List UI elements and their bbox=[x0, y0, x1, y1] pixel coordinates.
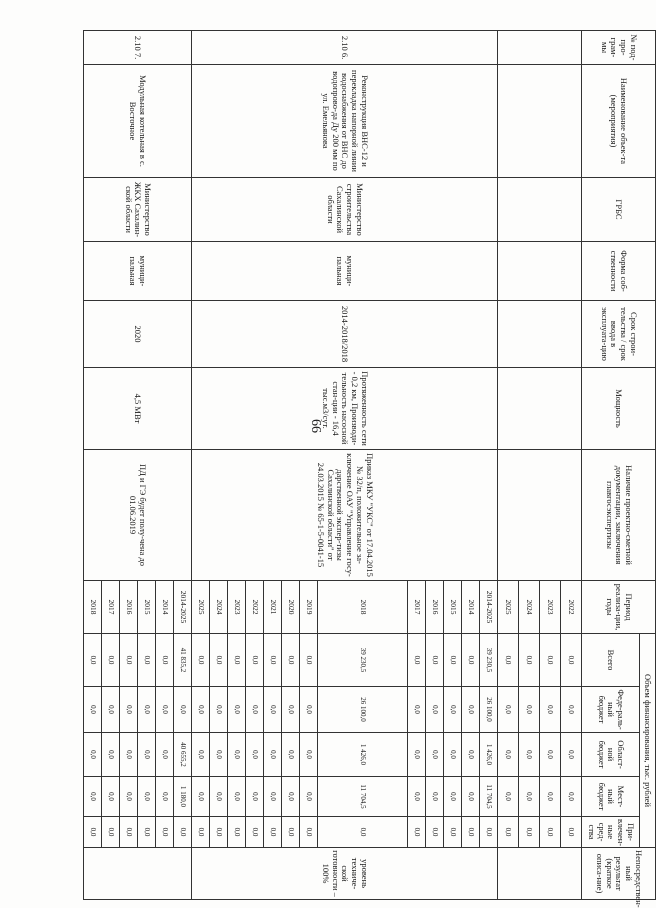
cell-year: 2018 bbox=[84, 581, 102, 634]
cell-year: 2014-2025 bbox=[480, 581, 498, 634]
cell-extra: 0,0 bbox=[408, 817, 426, 848]
cell-total: 41 835,2 bbox=[174, 634, 192, 687]
cell-local: 11 704,5 bbox=[480, 777, 498, 817]
cell-year: 2018 bbox=[318, 581, 408, 634]
cell-regional: 0,0 bbox=[300, 733, 318, 777]
cell-federal: 0,0 bbox=[156, 687, 174, 733]
cell-regional: 0,0 bbox=[120, 733, 138, 777]
cell-year: 2022 bbox=[561, 581, 582, 634]
cell-regional: 40 655,2 bbox=[174, 733, 192, 777]
cell-local: 0,0 bbox=[408, 777, 426, 817]
cell-empty bbox=[498, 848, 582, 900]
cell-year: 2015 bbox=[444, 581, 462, 634]
cell-total: 0,0 bbox=[228, 634, 246, 687]
cell-total: 0,0 bbox=[138, 634, 156, 687]
cell-local: 0,0 bbox=[210, 777, 228, 817]
cell-empty bbox=[498, 368, 582, 450]
cell-local: 0,0 bbox=[282, 777, 300, 817]
cell-program-no: 2.10 7. bbox=[84, 31, 192, 65]
cell-year: 2022 bbox=[246, 581, 264, 634]
cell-extra: 0,0 bbox=[102, 817, 120, 848]
header-capacity: Мощность bbox=[582, 368, 656, 450]
cell-year: 2024 bbox=[519, 581, 540, 634]
cell-extra: 0,0 bbox=[444, 817, 462, 848]
cell-local: 0,0 bbox=[84, 777, 102, 817]
cell-year: 2024 bbox=[210, 581, 228, 634]
cell-extra: 0,0 bbox=[480, 817, 498, 848]
cell-year: 2019 bbox=[300, 581, 318, 634]
cell-total: 0,0 bbox=[300, 634, 318, 687]
cell-year: 2025 bbox=[498, 581, 519, 634]
cell-empty bbox=[498, 301, 582, 368]
cell-federal: 0,0 bbox=[138, 687, 156, 733]
cell-local: 0,0 bbox=[264, 777, 282, 817]
cell-object-name: Модульная котельная в с. Восточное bbox=[84, 65, 192, 178]
cell-year: 2017 bbox=[102, 581, 120, 634]
cell-extra: 0,0 bbox=[138, 817, 156, 848]
header-ownership: Форма соб-ственности bbox=[582, 242, 656, 301]
cell-regional: 0,0 bbox=[540, 733, 561, 777]
cell-extra: 0,0 bbox=[246, 817, 264, 848]
cell-local: 0,0 bbox=[138, 777, 156, 817]
header-funding-group: Объем финансирования, тыс. рублей bbox=[640, 634, 656, 848]
cell-year: 2015 bbox=[138, 581, 156, 634]
cell-local: 0,0 bbox=[519, 777, 540, 817]
header-no: № под-про-грам-мы bbox=[582, 31, 656, 65]
cell-federal: 0,0 bbox=[264, 687, 282, 733]
cell-result: уровень техниче-ской готовности – 100% bbox=[192, 848, 498, 900]
cell-federal: 26 100,0 bbox=[480, 687, 498, 733]
cell-total: 39 230,5 bbox=[318, 634, 408, 687]
cell-extra: 0,0 bbox=[264, 817, 282, 848]
cell-year: 2021 bbox=[264, 581, 282, 634]
cell-total: 0,0 bbox=[282, 634, 300, 687]
cell-program-no: 2.10 6. bbox=[192, 31, 498, 65]
cell-local: 0,0 bbox=[246, 777, 264, 817]
cell-federal: 0,0 bbox=[210, 687, 228, 733]
cell-federal: 0,0 bbox=[228, 687, 246, 733]
cell-regional: 0,0 bbox=[264, 733, 282, 777]
cell-federal: 0,0 bbox=[300, 687, 318, 733]
cell-empty bbox=[498, 65, 582, 178]
cell-federal: 0,0 bbox=[102, 687, 120, 733]
cell-year: 2023 bbox=[228, 581, 246, 634]
cell-federal: 0,0 bbox=[519, 687, 540, 733]
cell-empty bbox=[498, 242, 582, 301]
cell-year: 2014 bbox=[462, 581, 480, 634]
cell-total: 0,0 bbox=[426, 634, 444, 687]
cell-extra: 0,0 bbox=[210, 817, 228, 848]
cell-empty bbox=[498, 178, 582, 242]
cell-year: 2020 bbox=[282, 581, 300, 634]
cell-extra: 0,0 bbox=[156, 817, 174, 848]
cell-documentation: Приказ МКУ "УКС" от 17.04.2015 № 32/п, положительное за-ключение ОАУ "Управление госу-дарственной экспер-тизы Сахалинской области" от 24.03.2015 № 65-1-5-0041-15 bbox=[192, 450, 498, 581]
cell-local: 1 180,0 bbox=[174, 777, 192, 817]
cell-documentation: ПД и ГЭ будет полу-чена до 01.06.2019 bbox=[84, 450, 192, 581]
header-regional: Област-ной бюджет bbox=[582, 733, 640, 777]
cell-year: 2025 bbox=[192, 581, 210, 634]
cell-regional: 0,0 bbox=[426, 733, 444, 777]
funding-table bbox=[83, 30, 656, 908]
cell-object-name: Реконструкция ВНС-12 и перекладка напорной линии водоснабжения от ВНС до водопрово-да Ду 200 мм по ул. Емельянова bbox=[192, 65, 498, 178]
cell-extra: 0,0 bbox=[561, 817, 582, 848]
cell-ownership: муници-пальная bbox=[84, 242, 192, 301]
cell-local: 0,0 bbox=[228, 777, 246, 817]
cell-regional: 1 426,0 bbox=[480, 733, 498, 777]
cell-regional: 1 426,0 bbox=[318, 733, 408, 777]
table-row bbox=[561, 31, 582, 900]
cell-federal: 26 100,0 bbox=[318, 687, 408, 733]
cell-regional: 0,0 bbox=[561, 733, 582, 777]
cell-federal: 0,0 bbox=[426, 687, 444, 733]
cell-total: 0,0 bbox=[561, 634, 582, 687]
cell-federal: 0,0 bbox=[120, 687, 138, 733]
cell-total: 0,0 bbox=[120, 634, 138, 687]
cell-regional: 0,0 bbox=[210, 733, 228, 777]
cell-total: 0,0 bbox=[498, 634, 519, 687]
cell-local: 11 704,5 bbox=[318, 777, 408, 817]
cell-federal: 0,0 bbox=[174, 687, 192, 733]
cell-grbs: Министерство строительства Сахалинской области bbox=[192, 178, 498, 242]
cell-federal: 0,0 bbox=[540, 687, 561, 733]
cell-total: 0,0 bbox=[246, 634, 264, 687]
cell-regional: 0,0 bbox=[246, 733, 264, 777]
cell-total: 0,0 bbox=[84, 634, 102, 687]
cell-regional: 0,0 bbox=[228, 733, 246, 777]
cell-extra: 0,0 bbox=[174, 817, 192, 848]
cell-federal: 0,0 bbox=[444, 687, 462, 733]
rotated-table-container bbox=[88, 30, 656, 908]
cell-extra: 0,0 bbox=[192, 817, 210, 848]
cell-federal: 0,0 bbox=[246, 687, 264, 733]
cell-extra: 0,0 bbox=[300, 817, 318, 848]
cell-extra: 0,0 bbox=[318, 817, 408, 848]
header-result: Непосредствен-ный результат (краткое описа-ние) bbox=[582, 848, 656, 900]
cell-extra: 0,0 bbox=[462, 817, 480, 848]
cell-total: 0,0 bbox=[444, 634, 462, 687]
cell-regional: 0,0 bbox=[408, 733, 426, 777]
header-name: Наименование объек-та (мероприятия) bbox=[582, 65, 656, 178]
cell-term: 2014-2018/2018 bbox=[192, 301, 498, 368]
cell-regional: 0,0 bbox=[156, 733, 174, 777]
cell-total: 39 230,5 bbox=[480, 634, 498, 687]
table-row bbox=[480, 31, 498, 900]
header-documentation: Наличие проектно-сметной документации, заключения главгосэкспертизы bbox=[582, 450, 656, 581]
cell-local: 0,0 bbox=[462, 777, 480, 817]
cell-year: 2014-2025 bbox=[174, 581, 192, 634]
page-number: 66 bbox=[308, 419, 323, 433]
cell-total: 0,0 bbox=[210, 634, 228, 687]
cell-extra: 0,0 bbox=[120, 817, 138, 848]
cell-capacity: Протяженность сети - 0,2 км, Производи-тельность насосной стан-ции - 16,4 тыс.м3/сут. bbox=[192, 368, 498, 450]
table-row bbox=[174, 31, 192, 900]
cell-local: 0,0 bbox=[120, 777, 138, 817]
cell-empty bbox=[498, 450, 582, 581]
cell-regional: 0,0 bbox=[192, 733, 210, 777]
cell-federal: 0,0 bbox=[498, 687, 519, 733]
cell-grbs: Министерство ЖКХ Сахалин-ской области bbox=[84, 178, 192, 242]
cell-term: 2020 bbox=[84, 301, 192, 368]
header-period: Период реализа-ции, годы bbox=[582, 581, 656, 634]
cell-local: 0,0 bbox=[102, 777, 120, 817]
cell-federal: 0,0 bbox=[282, 687, 300, 733]
cell-extra: 0,0 bbox=[84, 817, 102, 848]
header-local: Мест-ный бюджет bbox=[582, 777, 640, 817]
cell-capacity: 4,5 МВт bbox=[84, 368, 192, 450]
header-federal: Феде-раль-ный бюджет bbox=[582, 687, 640, 733]
cell-local: 0,0 bbox=[540, 777, 561, 817]
cell-year: 2014 bbox=[156, 581, 174, 634]
cell-total: 0,0 bbox=[408, 634, 426, 687]
cell-regional: 0,0 bbox=[282, 733, 300, 777]
cell-regional: 0,0 bbox=[462, 733, 480, 777]
cell-year: 2023 bbox=[540, 581, 561, 634]
header-term: Срок строи-тельства / срок ввода в эксплуата-цию bbox=[582, 301, 656, 368]
cell-regional: 0,0 bbox=[138, 733, 156, 777]
cell-local: 0,0 bbox=[192, 777, 210, 817]
cell-year: 2017 bbox=[408, 581, 426, 634]
cell-empty bbox=[498, 31, 582, 65]
cell-local: 0,0 bbox=[426, 777, 444, 817]
cell-year: 2016 bbox=[426, 581, 444, 634]
header-grbs: ГРБС bbox=[582, 178, 656, 242]
cell-local: 0,0 bbox=[444, 777, 462, 817]
cell-federal: 0,0 bbox=[408, 687, 426, 733]
cell-total: 0,0 bbox=[462, 634, 480, 687]
cell-local: 0,0 bbox=[300, 777, 318, 817]
cell-extra: 0,0 bbox=[498, 817, 519, 848]
cell-regional: 0,0 bbox=[444, 733, 462, 777]
header-extra: При-влечен-ные сред-ства bbox=[582, 817, 640, 848]
cell-regional: 0,0 bbox=[498, 733, 519, 777]
cell-local: 0,0 bbox=[156, 777, 174, 817]
header-total: Всего bbox=[582, 634, 640, 687]
cell-regional: 0,0 bbox=[102, 733, 120, 777]
cell-total: 0,0 bbox=[102, 634, 120, 687]
cell-total: 0,0 bbox=[264, 634, 282, 687]
cell-federal: 0,0 bbox=[561, 687, 582, 733]
cell-extra: 0,0 bbox=[519, 817, 540, 848]
cell-federal: 0,0 bbox=[84, 687, 102, 733]
cell-total: 0,0 bbox=[192, 634, 210, 687]
cell-regional: 0,0 bbox=[84, 733, 102, 777]
cell-extra: 0,0 bbox=[282, 817, 300, 848]
cell-year: 2016 bbox=[120, 581, 138, 634]
cell-total: 0,0 bbox=[540, 634, 561, 687]
cell-ownership: муници-пальная bbox=[192, 242, 498, 301]
cell-extra: 0,0 bbox=[540, 817, 561, 848]
cell-federal: 0,0 bbox=[462, 687, 480, 733]
cell-local: 0,0 bbox=[561, 777, 582, 817]
cell-empty bbox=[84, 848, 192, 900]
cell-total: 0,0 bbox=[519, 634, 540, 687]
cell-local: 0,0 bbox=[498, 777, 519, 817]
cell-federal: 0,0 bbox=[192, 687, 210, 733]
cell-regional: 0,0 bbox=[519, 733, 540, 777]
cell-extra: 0,0 bbox=[228, 817, 246, 848]
cell-extra: 0,0 bbox=[426, 817, 444, 848]
cell-total: 0,0 bbox=[156, 634, 174, 687]
